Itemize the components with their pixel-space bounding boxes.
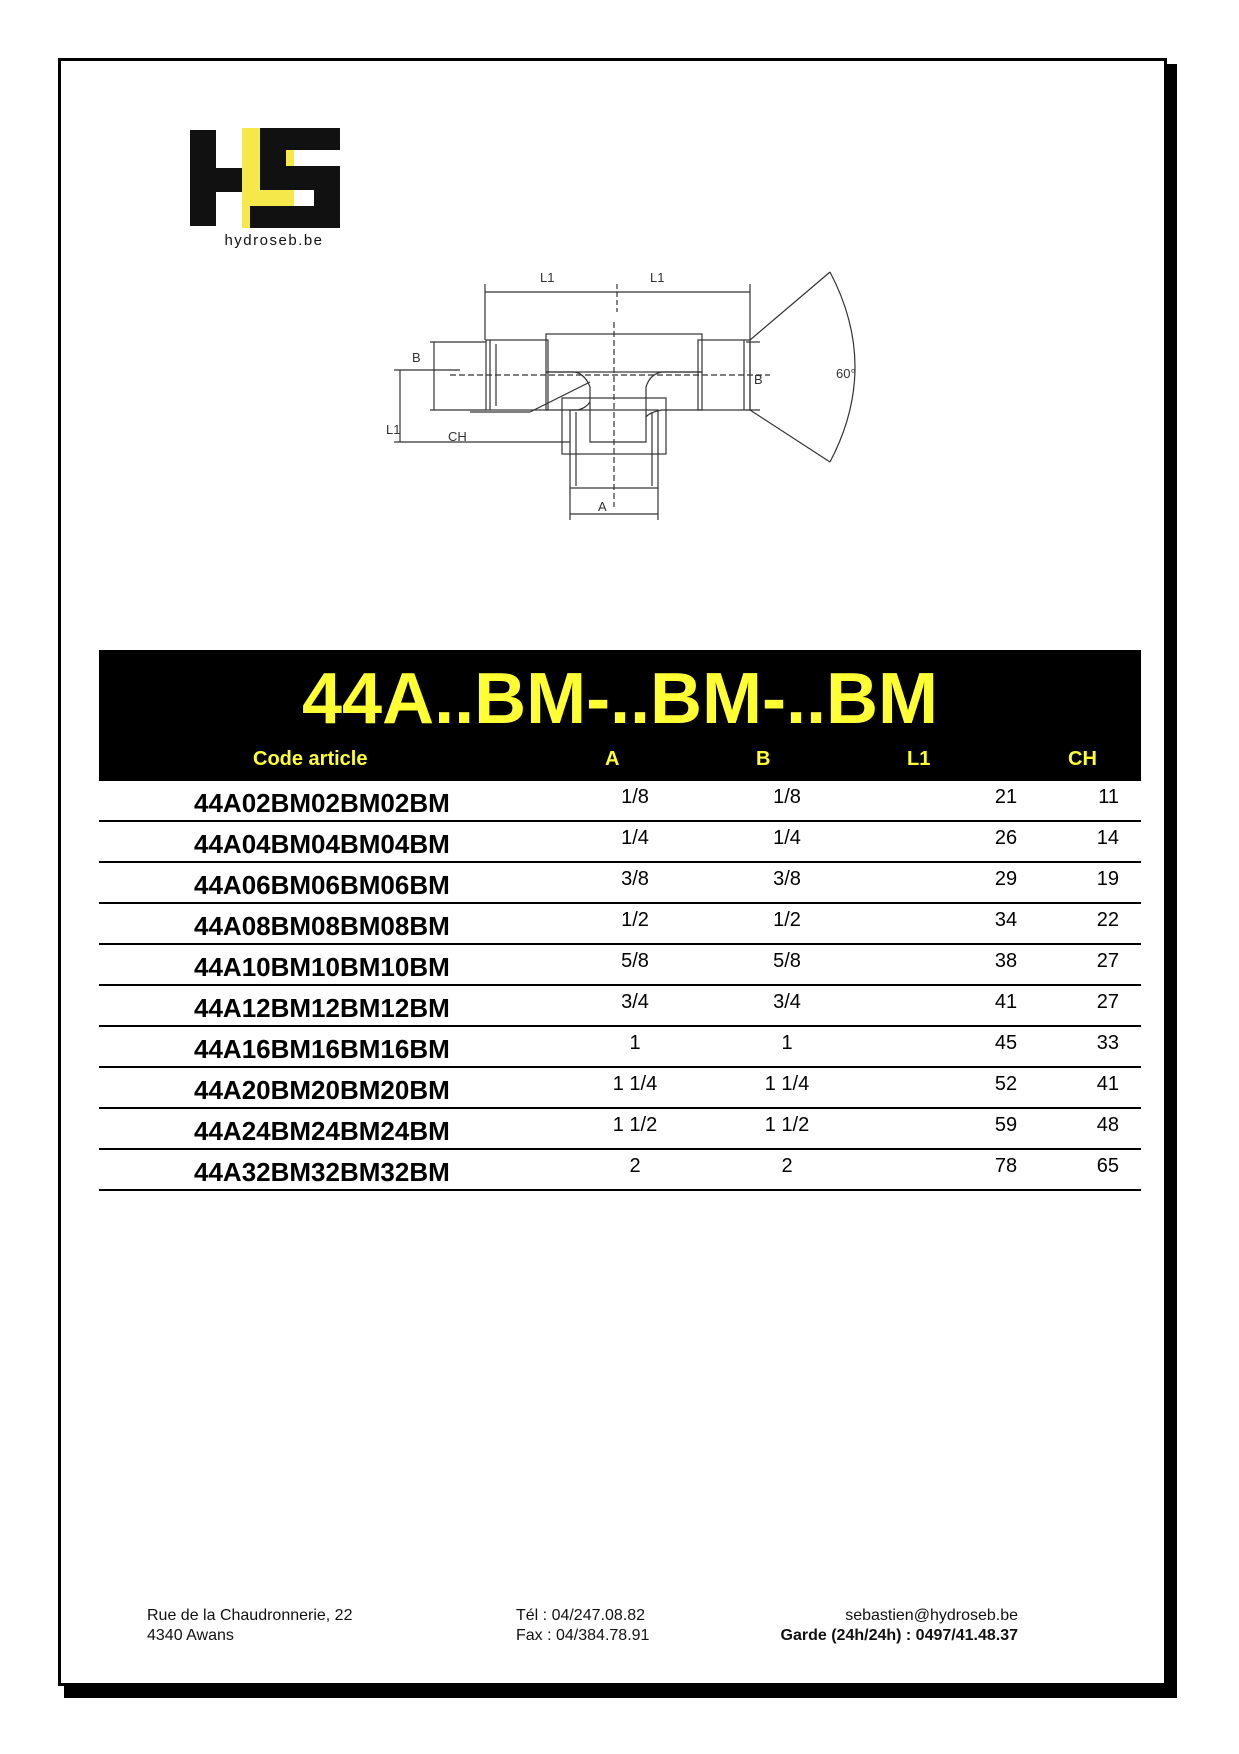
footer-address <box>147 1606 352 1646</box>
article-code: 44A04BM04BM04BM <box>194 829 450 859</box>
header-b: B <box>756 748 771 770</box>
article-code: 44A10BM10BM10BM <box>194 952 450 982</box>
address-line1: Rue de la Chaudronnerie, 22 <box>147 1607 353 1624</box>
article-code: 44A24BM24BM24BM <box>194 1116 450 1146</box>
cell-b: 3/8 <box>773 868 801 890</box>
garde-number: Garde (24h/24h) : 0497/41.48.37 <box>780 1627 1018 1644</box>
table-row <box>99 1109 1141 1150</box>
title-band <box>99 650 1141 781</box>
cell-l1: 41 <box>994 991 1018 1013</box>
article-code: 44A02BM02BM02BM <box>194 788 450 818</box>
footer-email-garde <box>720 1606 1018 1646</box>
tee-fitting-drawing <box>386 262 860 534</box>
cell-l1: 34 <box>994 909 1018 931</box>
cell-b: 1/4 <box>773 827 801 849</box>
label-l1-vertical: L1 <box>386 422 401 437</box>
cell-b: 1 <box>781 1032 793 1054</box>
cell-ch: 14 <box>1096 827 1119 849</box>
article-code: 44A12BM12BM12BM <box>194 993 450 1023</box>
address-line2: 4340 Awans <box>147 1627 234 1644</box>
cell-l1: 26 <box>994 827 1018 849</box>
label-b-right: B <box>754 372 763 387</box>
cell-a: 1 <box>629 1032 641 1054</box>
cell-ch: 48 <box>1096 1114 1119 1136</box>
label-angle: 60° <box>836 366 856 381</box>
cell-a: 1/8 <box>621 786 649 808</box>
cell-ch: 41 <box>1096 1073 1119 1095</box>
article-code: 44A32BM32BM32BM <box>194 1157 450 1187</box>
table-body <box>99 781 1141 1191</box>
cell-l1: 29 <box>994 868 1018 890</box>
cell-ch: 27 <box>1096 991 1119 1013</box>
logo-website: hydroseb.be <box>224 232 324 249</box>
label-l1-right: L1 <box>650 270 665 285</box>
label-a: A <box>598 499 607 514</box>
header-l1: L1 <box>907 748 931 770</box>
cell-l1: 52 <box>994 1073 1018 1095</box>
table-row <box>99 904 1141 945</box>
cell-a: 1 1/4 <box>612 1073 658 1095</box>
cell-ch: 11 <box>1098 786 1119 808</box>
cell-l1: 21 <box>994 786 1018 808</box>
email-address[interactable]: sebastien@hydroseb.be <box>845 1607 1018 1624</box>
cell-ch: 22 <box>1096 909 1119 931</box>
label-ch: CH <box>448 429 467 444</box>
cell-a: 1/2 <box>621 909 649 931</box>
phone-number: Tél : 04/247.08.82 <box>516 1607 645 1624</box>
label-b-left: B <box>412 350 421 365</box>
cell-b: 1 1/4 <box>764 1073 810 1095</box>
article-code: 44A16BM16BM16BM <box>194 1034 450 1064</box>
cell-b: 5/8 <box>773 950 801 972</box>
footer-contact <box>516 1606 649 1646</box>
cell-b: 1 1/2 <box>764 1114 810 1136</box>
table-row <box>99 945 1141 986</box>
cell-b: 1/2 <box>773 909 801 931</box>
header-a: A <box>605 748 620 770</box>
series-title: 44A..BM-..BM-..BM <box>302 659 938 739</box>
cell-ch: 33 <box>1096 1032 1119 1054</box>
cell-l1: 78 <box>994 1155 1018 1177</box>
cell-ch: 19 <box>1096 868 1119 890</box>
cell-ch: 65 <box>1096 1155 1119 1177</box>
table-row <box>99 863 1141 904</box>
table-row <box>99 781 1141 822</box>
article-code: 44A06BM06BM06BM <box>194 870 450 900</box>
fax-number: Fax : 04/384.78.91 <box>516 1627 650 1644</box>
article-code: 44A20BM20BM20BM <box>194 1075 450 1105</box>
header-ch: CH <box>1068 748 1097 770</box>
article-code: 44A08BM08BM08BM <box>194 911 450 941</box>
cell-a: 1 1/2 <box>612 1114 658 1136</box>
cell-a: 2 <box>629 1155 641 1177</box>
cell-a: 3/4 <box>621 991 649 1013</box>
cell-ch: 27 <box>1096 950 1119 972</box>
table-row <box>99 1068 1141 1109</box>
label-l1-left: L1 <box>540 270 555 285</box>
table-row <box>99 986 1141 1027</box>
cell-a: 1/4 <box>621 827 649 849</box>
cell-l1: 38 <box>994 950 1018 972</box>
cell-a: 5/8 <box>621 950 649 972</box>
product-table <box>99 650 1141 1191</box>
header-code: Code article <box>253 748 368 770</box>
cell-a: 3/8 <box>621 868 649 890</box>
table-row <box>99 1150 1141 1191</box>
cell-b: 1/8 <box>773 786 801 808</box>
table-row <box>99 1027 1141 1068</box>
cell-b: 3/4 <box>773 991 801 1013</box>
cell-l1: 59 <box>994 1114 1018 1136</box>
cell-l1: 45 <box>994 1032 1018 1054</box>
cell-b: 2 <box>781 1155 793 1177</box>
table-row <box>99 822 1141 863</box>
